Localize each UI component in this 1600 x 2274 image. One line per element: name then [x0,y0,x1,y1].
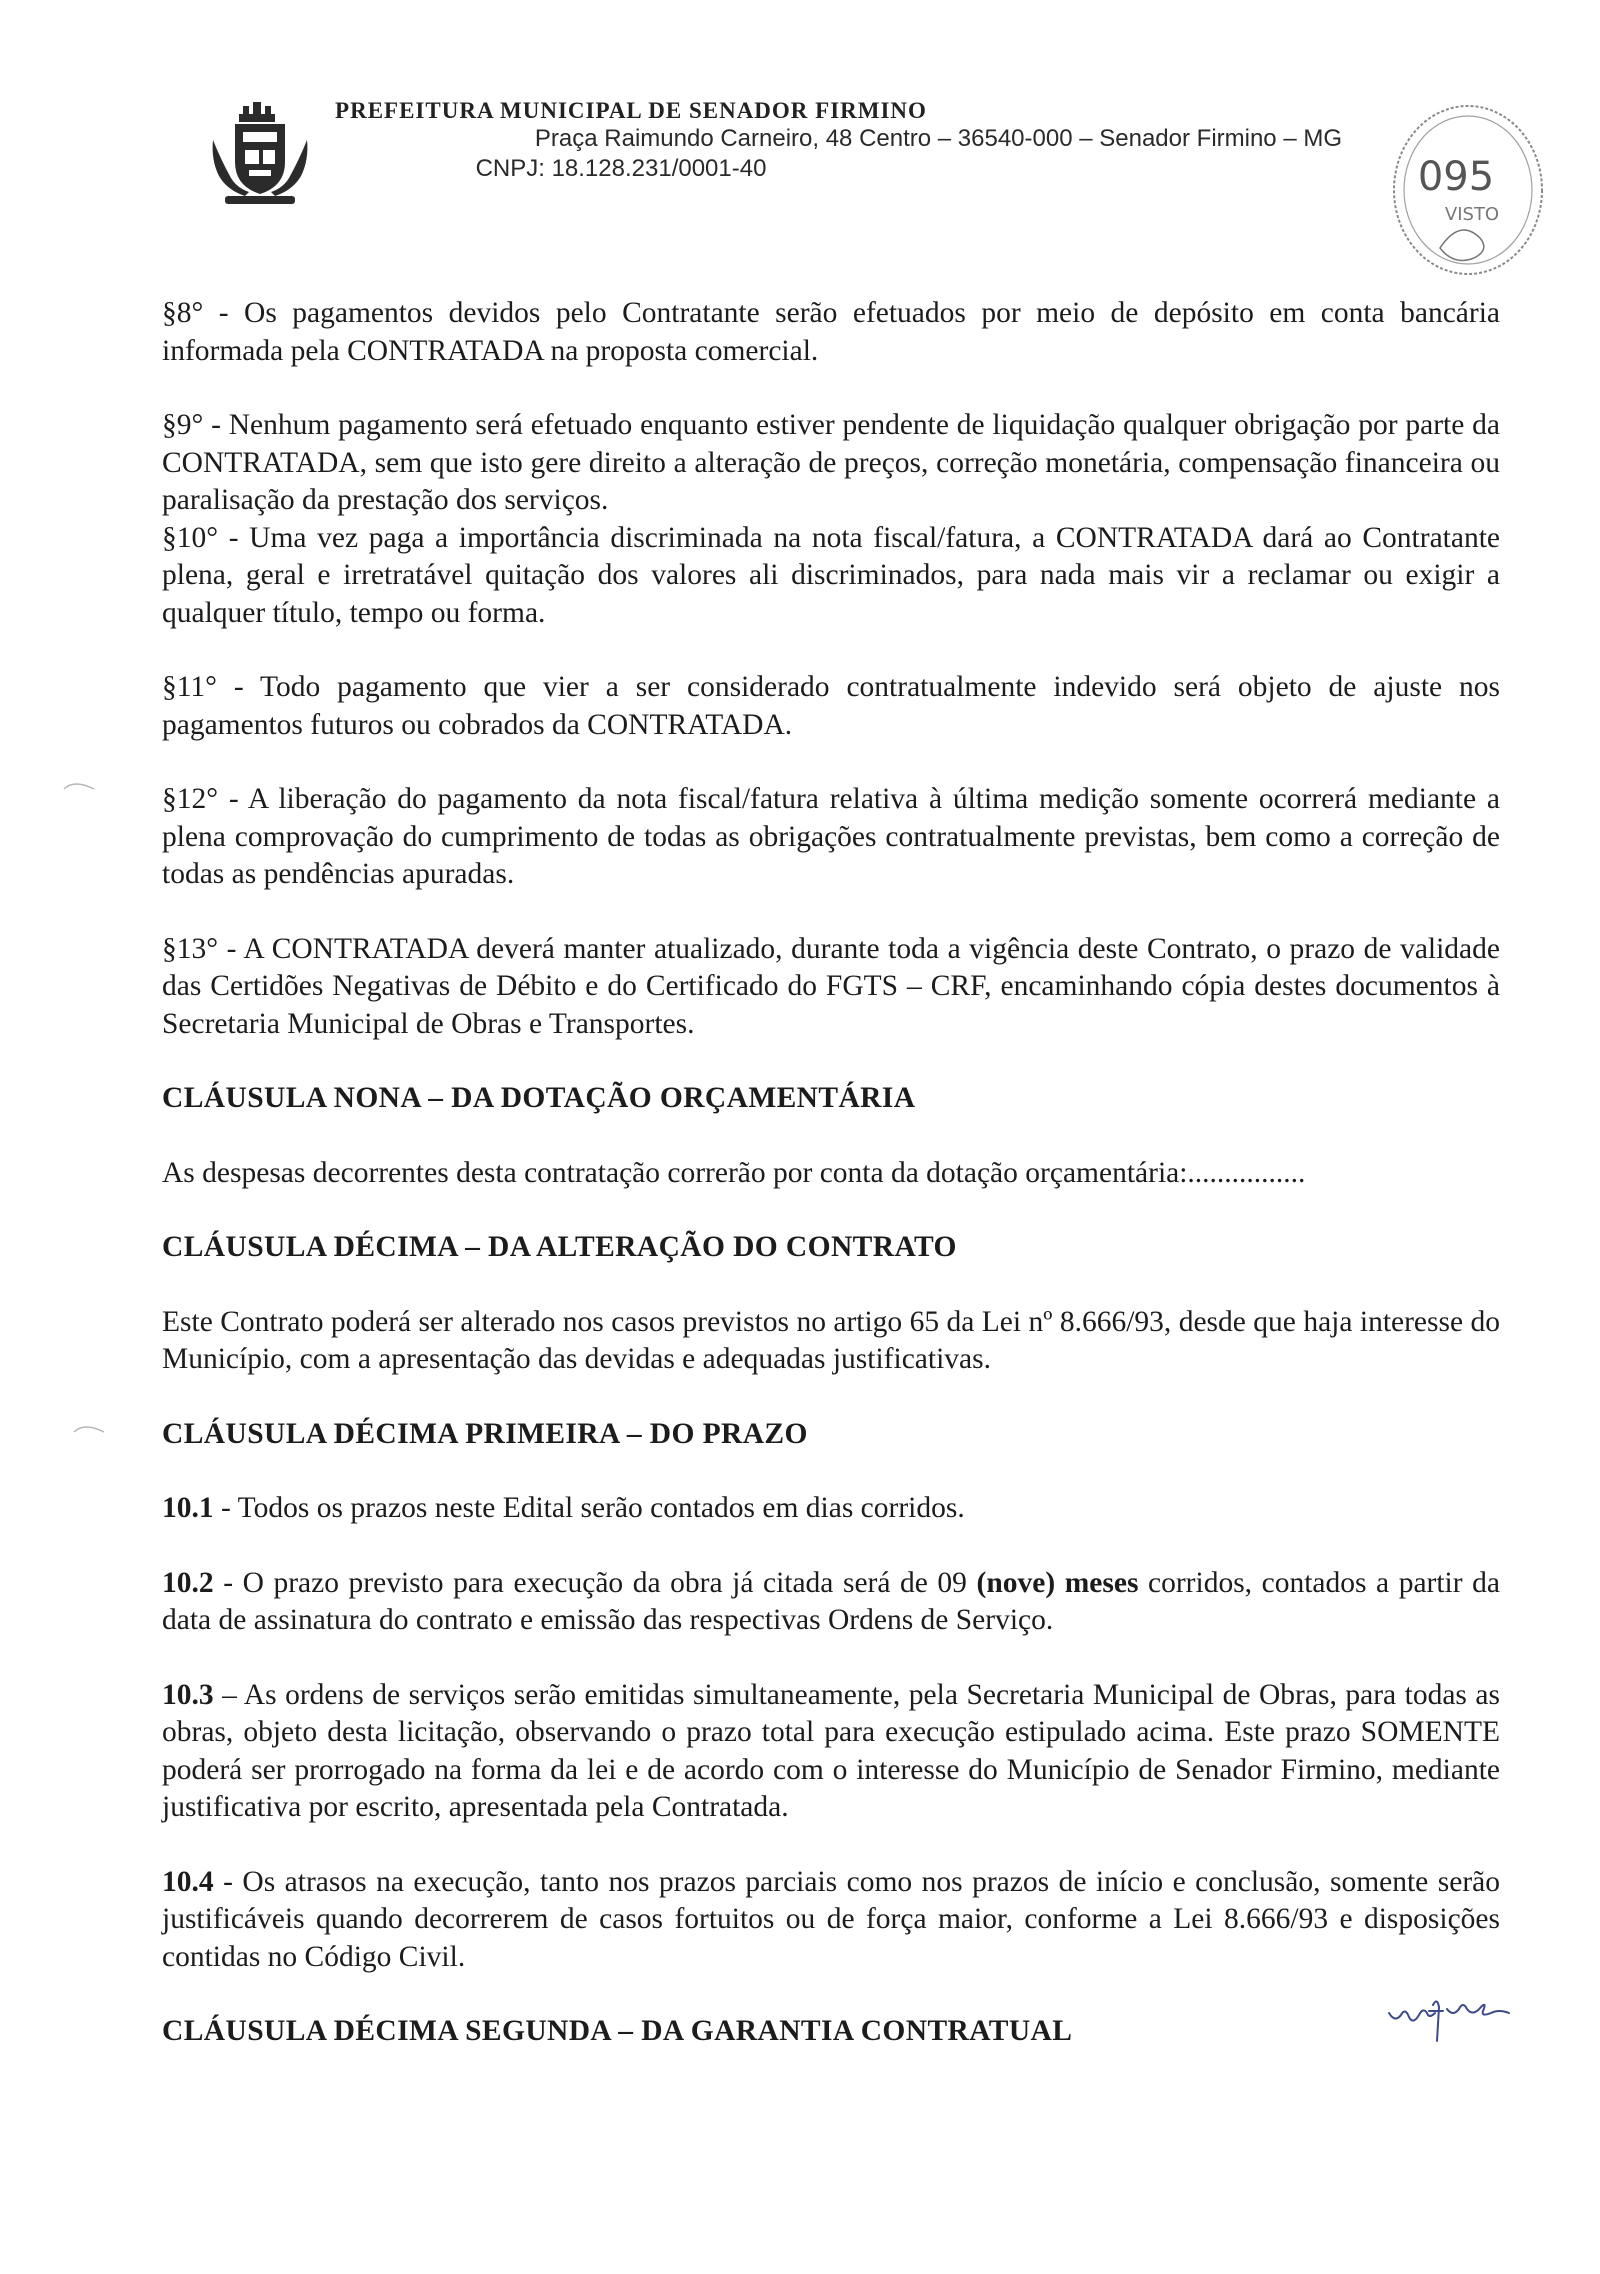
paragraph-13: §13° - A CONTRATADA deverá manter atualizado, durante toda a vigência deste Contrato, o prazo de validade das Certidões Negativas de Débito e do Certificado do FGTS – CRF, encaminhando cópia destes documentos à Secretaria Municipal de Obras e Transportes. [162,932,1500,1040]
paragraph-9: §9° - Nenhum pagamento será efetuado enquanto estiver pendente de liquidação qualquer obrigação por parte da CONTRATADA, sem que isto gere direito a alteração de preços, correção monetária, compensação financeira ou paralisação da prestação dos serviços. [162,409,1500,516]
prefeitura-address: Praça Raimundo Carneiro, 48 Centro – 36540-000 – Senador Firmino – MG [534,125,1342,152]
heading-clausula-decima-primeira: CLÁUSULA DÉCIMA PRIMEIRA – DO PRAZO [162,1417,808,1450]
document-body [162,295,1500,2051]
letterhead-text [0,98,1342,184]
heading-clausula-decima: CLÁUSULA DÉCIMA – DA ALTERAÇÃO DO CONTRATO [162,1231,957,1263]
item-10-4: 10.4 - Os atrasos na execução, tanto nos prazos parciais como nos prazos de início e conclusão, somente serão justificáveis quando decorrerem de casos fortuitos ou de força maior, conforme a Lei 8.666/93 e disposições contidas no Código Civil. [162,1865,1500,1973]
margin-mark [70,1418,110,1438]
clausula-decima-text: Este Contrato poderá ser alterado nos casos previstos no artigo 65 da Lei nº 8.666/93, desde que haja interesse do Município, com a apresentação das devidas e adequadas justificativas. [162,1305,1500,1375]
prefeitura-title: PREFEITURA MUNICIPAL DE SENADOR FIRMINO [335,98,927,123]
margin-mark [60,775,100,795]
letterhead [0,70,1600,225]
stamp-label: VISTO [1444,204,1500,225]
stamp-number: 095 [1417,154,1495,200]
page-number-stamp [1380,98,1550,288]
paragraph-8: §8° - Os pagamentos devidos pelo Contratante serão efetuados por meio de depósito em conta bancária informada pela CONTRATADA na proposta comercial. [162,297,1500,367]
paragraph-12: §12° - A liberação do pagamento da nota fiscal/fatura relativa à última medição somente ocorrerá mediante a plena comprovação do cumprimento de todas as obrigações contratualmente previstas, bem como a correção de todas as pendências apuradas. [162,783,1500,890]
heading-clausula-decima-segunda: CLÁUSULA DÉCIMA SEGUNDA – DA GARANTIA CONTRATUAL [162,2015,1073,2047]
item-10-3: 10.3 – As ordens de serviços serão emitidas simultaneamente, pela Secretaria Municipal de Obras, para todas as obras, objeto desta licitação, observando o prazo total para execução estipulado acima. Este prazo SOMENTE poderá ser prorrogado na forma da lei e de acordo com o interesse do Município de Senador Firmino, mediante justificativa por escrito, apresentada pela Contratada. [162,1678,1500,1823]
prefeitura-cnpj: CNPJ: 18.128.231/0001-40 [475,155,767,182]
paragraph-10: §10° - Uma vez paga a importância discriminada na nota fiscal/fatura, a CONTRATADA dará ao Contratante plena, geral e irretratável quitação dos valores ali discriminados, para nada mais vir a reclamar ou exigir a qualquer título, tempo ou forma. [162,521,1500,629]
handwritten-initials-icon [1385,1985,1515,2045]
item-10-1: 10.1 - Todos os prazos neste Edital serão contados em dias corridos. [162,1492,965,1524]
heading-clausula-nona: CLÁUSULA NONA – DA DOTAÇÃO ORÇAMENTÁRIA [162,1082,916,1114]
clausula-nona-text: As despesas decorrentes desta contratação correrão por conta da dotação orçamentária:................ [162,1156,1306,1189]
paragraph-11: §11° - Todo pagamento que vier a ser considerado contratualmente indevido será objeto de ajuste nos pagamentos futuros ou cobrados da CONTRATADA. [162,671,1500,741]
item-10-2: 10.2 - O prazo previsto para execução da obra já citada será de 09 (nove) meses corridos, contados a partir da data de assinatura do contrato e emissão das respectivas Ordens de Serviço. [162,1566,1500,1636]
